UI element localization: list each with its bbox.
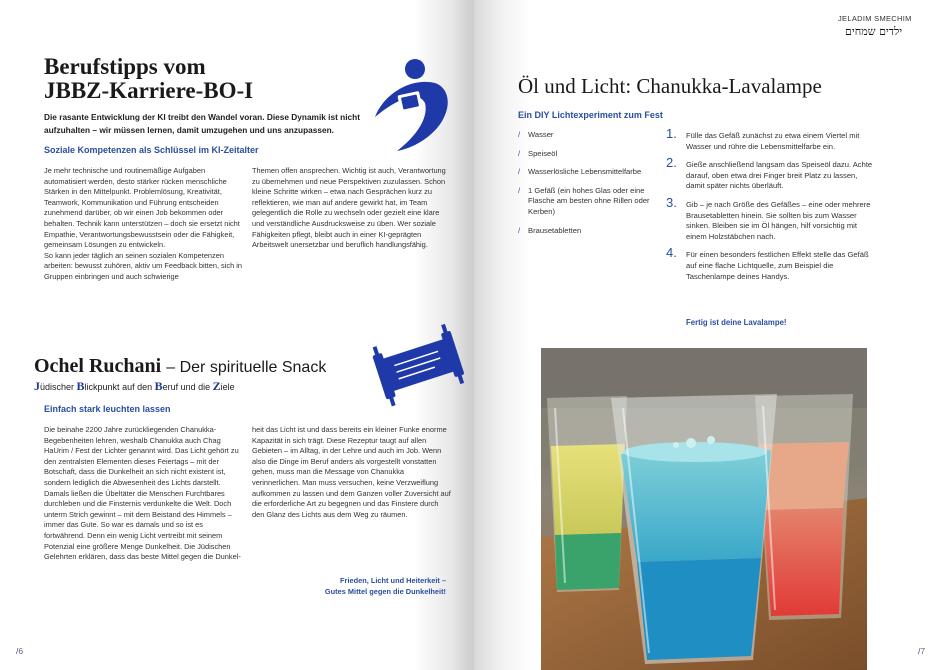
- ingredient-item: / Wasser: [518, 130, 668, 141]
- page-number-right-value: 7: [920, 646, 926, 656]
- berufstipps-title-line2: JBBZ-Karriere-BO-I: [44, 78, 254, 103]
- ochel-subheading: Einfach stark leuchten lassen: [44, 404, 171, 414]
- berufstipps-subheading: Soziale Kompetenzen als Schlüssel im KI-Zeitalter: [44, 145, 259, 155]
- ochel-subtitle-part: üdischer: [40, 382, 77, 392]
- magazine-hebrew-name: ילדים שמחים: [845, 25, 903, 38]
- lava-lamp-photo: [541, 348, 867, 670]
- step-item: [666, 126, 876, 152]
- ochel-closing-line2: Gutes Mittel gegen die Dunkelheit!: [324, 587, 446, 596]
- ochel-title-main: Ochel Ruchani: [34, 355, 162, 377]
- torah-scroll-icon: [372, 322, 467, 412]
- left-page: [0, 0, 470, 670]
- steps-list: [666, 126, 876, 290]
- berufstipps-title: [44, 55, 324, 103]
- ochel-subtitle-initial-j: J: [34, 379, 40, 393]
- step-number: 2.: [666, 155, 677, 171]
- berufstipps-column-1: [44, 166, 244, 283]
- berufstipps-col1-para2: So kann jeder täglich an seinen sozialen Kompetenzen arbeiten: bewusst zuhören, aktiv um Feedback bitten, sich in Gruppen einbringen und auch schwierige: [44, 250, 243, 281]
- ochel-column-2: heit das Licht ist und dass bereits ein kleiner Funke enorme Kapazität in sich trägt. Diese Rezeptur taugt auf allen Gebieten – im Alltag, in der Lehre und auch im Job. Wenn also die Dinge im Beruf anders als vorgestellt vonstatten gehen, muss man die Message von Chanukka verinnerlichen. Man muss versuchen, keine Verzweiflung aufkommen zu lassen und dem Ganzen voller Zuversicht auf die erforderliche Art zu begegnen und das Finstere durch den Glanz des Lichts aus dem Weg zu räumen.: [252, 425, 451, 519]
- berufstipps-col1-para1: Je mehr technische und routinemäßige Aufgaben automatisiert werden, desto stärker rücken menschliche Stärken in den Mittelpunkt. Problemlösung, Kreativität, Teamwork, Kommunikation und Führung entscheiden zunehmend darüber, ob wir einen Job bekommen oder behalten. Technik kann unterstützen – doch sie ersetzt nicht Empathie, Verantwortungsbewusstsein oder die Fähigkeit, gemeinsam Lösungen zu entwickeln.: [44, 166, 240, 250]
- ochel-subtitle-initial-b2: B: [154, 379, 163, 393]
- ochel-closing-line1: Frieden, Licht und Heiterkeit –: [340, 576, 446, 585]
- ingredient-item: / Speiseöl: [518, 149, 668, 160]
- page-number-left-value: 6: [18, 646, 24, 656]
- step-number: 4.: [666, 245, 677, 261]
- step-text: Gib – je nach Größe des Gefäßes – eine oder mehrere Brausetabletten hinein. Sie sollten bis zum Wasser sinken. Bleiben sie im Öl hängen, hilf vorsichtig mit einem Holzstäbchen nach.: [686, 199, 871, 241]
- step-item: [666, 194, 876, 242]
- berufstipps-title-line1: Berufstipps vom: [44, 54, 206, 79]
- lavalampe-subheading: Ein DIY Lichtexperiment zum Fest: [518, 110, 663, 120]
- step-item: [666, 155, 876, 192]
- ochel-column-1: Die beinahe 2200 Jahre zurückliegenden Chanukka-Begebenheiten lehren, weshalb Chanukka auch Chag HaUrim / Fest der Lichter genannt wird. Das Licht gehört zu den zentralsten Elementen dieses Feiertags – mit der Botschaft, dass die Dunkelheit an sich nicht existent ist, sondern lediglich die Abwesenheit des Lichts darstellt. Damals ließen die Übeltäter die Menschen Furchtbares durchleben und die Finsternis verdunkelte die Welt. Doch unterm Strich gewinnt – mit dem Beistand des Himmels – immer das Gute. So war es damals und so ist es fortwährend. Denn ein wenig Licht vertreibt mit seinem Potenzial eine größere Menge Dunkelheit. Die Jüdischen Gelehrten erklären, dass das beste Mittel gegen die Dunkel-: [44, 425, 241, 562]
- ingredient-item: / Brausetabletten: [518, 226, 668, 237]
- step-text: Für einen besonders festlichen Effekt stelle das Gefäß auf eine flache Lichtquelle, zum Beispiel die Taschenlampe deines Handys.: [686, 250, 869, 281]
- ochel-subtitle: [34, 379, 235, 394]
- lavalampe-final: Fertig ist deine Lavalampe!: [686, 318, 787, 327]
- ochel-subtitle-initial-b: B: [76, 379, 85, 393]
- step-text: Gieße anschließend langsam das Speiseöl dazu. Achte darauf, oben etwa drei Finger breit Platz zu lassen, damit später nichts überläuft.: [686, 160, 873, 191]
- ochel-title-suffix: – Der spirituelle Snack: [166, 359, 327, 376]
- berufstipps-lead: Die rasante Entwicklung der KI treibt den Wandel voran. Diese Dynamik ist nicht aufzuhalten – wir müssen lernen, damit umzugehen und uns anzupassen.: [44, 112, 360, 135]
- magazine-name: JELADIM SMECHIM: [838, 14, 912, 23]
- step-number: 1.: [666, 126, 677, 141]
- ochel-subtitle-part: lickpunkt auf den: [84, 382, 155, 392]
- ingredient-item: / Wasserlösliche Lebensmittelfarbe: [518, 167, 668, 178]
- step-number: 3.: [666, 194, 677, 210]
- ochel-subtitle-part: eruf und die: [162, 382, 213, 392]
- page-number-left: /6: [16, 646, 24, 656]
- ochel-closing: [280, 575, 446, 597]
- lavalampe-title: Öl und Licht: Chanukka-Lavalampe: [518, 74, 822, 98]
- karriere-logo-icon: [355, 55, 455, 155]
- page-number-right: /7: [918, 646, 926, 656]
- step-item: [666, 245, 876, 282]
- ochel-title: [34, 355, 326, 379]
- ingredients-list: [518, 130, 668, 244]
- ochel-subtitle-initial-z: Z: [212, 379, 221, 393]
- ochel-subtitle-part: iele: [220, 382, 235, 392]
- ingredient-item: / 1 Gefäß (ein hohes Glas oder eine Flasche am besten ohne Rillen oder Kerben): [518, 186, 668, 218]
- berufstipps-column-2: Themen offen ansprechen. Wichtig ist auch, Verantwortung zu übernehmen und neue Perspektiven zuzulassen. Schon kleine Schritte wirken – etwa nach Gesprächen kurz zu reflektieren, wie man auf andere gewirkt hat, im Team gelegentlich die Rolle zu wechseln oder gezielt eine klare und verständliche Ausdrucksweise zu üben. Wer soziale Fähigkeiten pflegt, bleibt auch in einer KI-geprägten Arbeitswelt unersetzbar und beruflich handlungsfähig.: [252, 166, 446, 250]
- step-text: Fülle das Gefäß zunächst zu etwa einem Viertel mit Wasser und rühre die Lebensmittelfarbe ein.: [686, 131, 860, 151]
